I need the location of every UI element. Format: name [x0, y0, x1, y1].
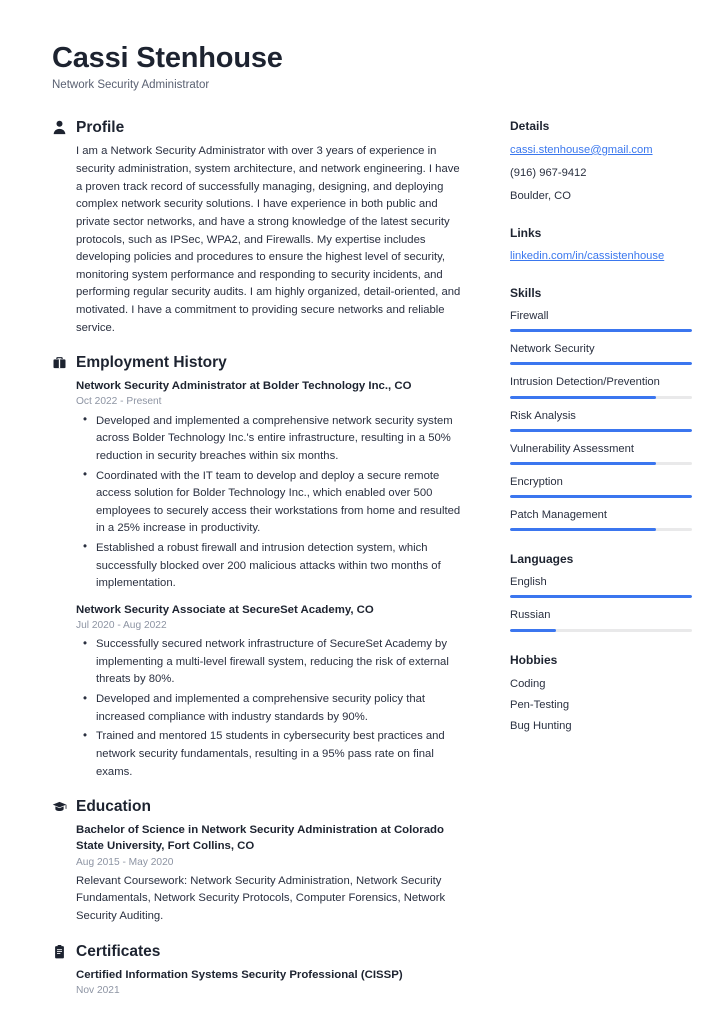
sidebar-links	[510, 226, 692, 265]
employment-entry	[76, 602, 466, 781]
hobby-item: Pen-Testing	[510, 698, 570, 711]
section-education-header	[52, 798, 466, 815]
language-label: English	[510, 576, 547, 589]
certificate-entry-date: Nov 2021	[76, 984, 120, 996]
skill-label: Risk Analysis	[510, 409, 576, 422]
list-item: • Developed and implemented a comprehensive network security system across Bolder Technology Inc.'s entire infrastructure, resulting in a 50% reduction in security breaches within six months.	[94, 413, 466, 466]
section-profile-title: Profile	[76, 119, 125, 137]
section-certificates-body	[52, 967, 466, 998]
skill-bar-fill	[510, 462, 656, 465]
section-employment	[52, 354, 466, 781]
skill-label: Intrusion Detection/Prevention	[510, 376, 660, 389]
skill-bar-fill	[510, 396, 656, 399]
skill-item	[510, 409, 692, 432]
skill-label: Patch Management	[510, 508, 608, 521]
list-item: • Trained and mentored 15 students in cybersecurity best practices and network security fundamentals, resulting in a 95% pass rate on final exams.	[94, 728, 466, 781]
skill-bar-track	[510, 429, 692, 432]
education-entry-date: Aug 2015 - May 2020	[76, 856, 174, 868]
linkedin-link[interactable]: linkedin.com/in/cassistenhouse	[510, 249, 665, 262]
certificate-entry	[76, 967, 466, 998]
sidebar-languages	[510, 552, 692, 632]
language-bar-track	[510, 629, 692, 632]
skill-bar-fill	[510, 329, 692, 332]
skill-bar-track	[510, 462, 692, 465]
phone-text: (916) 967-9412	[510, 166, 587, 179]
section-profile-body	[52, 143, 466, 337]
section-education	[52, 798, 466, 926]
sidebar-hobbies	[510, 653, 692, 735]
sidebar-column	[510, 119, 692, 756]
skill-bar-fill	[510, 528, 656, 531]
graduation-cap-icon	[52, 799, 67, 814]
employment-entry-bullets	[76, 636, 466, 781]
skill-item	[510, 309, 692, 332]
section-employment-body	[52, 378, 466, 781]
location-text: Boulder, CO	[510, 189, 571, 202]
education-entry	[76, 822, 466, 925]
skill-bar-track	[510, 329, 692, 332]
employment-entry-bullets	[76, 413, 466, 593]
section-education-body	[52, 822, 466, 925]
skill-item	[510, 475, 692, 498]
section-employment-title: Employment History	[76, 354, 227, 372]
section-certificates-header	[52, 943, 466, 960]
skill-item	[510, 442, 692, 465]
email-link[interactable]: cassi.stenhouse@gmail.com	[510, 143, 653, 156]
skill-item	[510, 375, 692, 398]
skill-bar-fill	[510, 495, 692, 498]
candidate-name: Cassi Stenhouse	[52, 42, 283, 74]
section-profile	[52, 119, 466, 337]
list-item: • Developed and implemented a comprehensive security policy that increased compliance with industry standards by 90%.	[94, 691, 466, 726]
sidebar-links-title: Links	[510, 225, 542, 240]
skill-label: Firewall	[510, 310, 549, 323]
certificate-entry-title: Certified Information Systems Security Professional (CISSP)	[76, 968, 403, 981]
language-label: Russian	[510, 609, 551, 622]
skill-label: Encryption	[510, 475, 563, 488]
section-certificates-title: Certificates	[76, 942, 161, 960]
skill-item	[510, 342, 692, 365]
employment-entry-title: Network Security Administrator at Bolder Technology Inc., CO	[76, 380, 412, 393]
language-bar-track	[510, 595, 692, 598]
sidebar-skills-title: Skills	[510, 285, 542, 300]
briefcase-icon	[52, 355, 67, 370]
education-entry-description: Relevant Coursework: Network Security Administration, Network Security Fundamentals, Network Security Protocols, Computer Forensics, Network Security Auditing.	[76, 874, 446, 923]
employment-entry-date: Jul 2020 - Aug 2022	[76, 619, 167, 631]
skill-bar-track	[510, 362, 692, 365]
sidebar-skills	[510, 286, 692, 531]
skill-bar-fill	[510, 429, 692, 432]
language-item	[510, 575, 692, 598]
section-employment-header	[52, 354, 466, 371]
sidebar-details-title: Details	[510, 119, 550, 134]
language-item	[510, 608, 692, 631]
language-bar-fill	[510, 629, 556, 632]
skill-item	[510, 508, 692, 531]
list-item: • Established a robust firewall and intrusion detection system, which successfully blocked over 200 malicious attacks within two months of implementation.	[94, 540, 466, 593]
skill-label: Network Security	[510, 343, 595, 356]
education-entry-title: Bachelor of Science in Network Security Administration at Colorado State University, Fort Collins, CO	[76, 824, 444, 853]
list-item: • Successfully secured network infrastructure of SecureSet Academy by implementing a multi-level firewall system, reducing the risk of external threats by 80%.	[94, 636, 466, 689]
skill-bar-fill	[510, 362, 692, 365]
employment-entry-title: Network Security Associate at SecureSet Academy, CO	[76, 603, 374, 616]
sidebar-languages-title: Languages	[510, 551, 574, 566]
skill-bar-track	[510, 528, 692, 531]
profile-text: I am a Network Security Administrator with over 3 years of experience in security administration, system architecture, and network engineering. I have a proven track record of successfully managing, designing, and deploying complex network security solutions. I have experience in both public and private sector networks, and have a strong knowledge of the latest security protocols, such as IPSec, WPA2, and Firewalls. My expertise includes developing policies and procedures to ensure the highest level of security, monitoring system performance and responding to security incidents, and performing regular security audits. I am highly organized, detail-oriented, and motivated. I have a commitment to providing secure networks and reliable service.	[76, 145, 461, 334]
resume-body	[52, 119, 676, 1015]
resume-header	[52, 42, 676, 93]
employment-entry-date: Oct 2022 - Present	[76, 396, 162, 408]
skill-bar-track	[510, 495, 692, 498]
sidebar-hobbies-title: Hobbies	[510, 652, 558, 667]
hobby-item: Bug Hunting	[510, 720, 572, 732]
hobby-item: Coding	[510, 677, 546, 690]
employment-entry	[76, 378, 466, 593]
candidate-job-title: Network Security Administrator	[52, 79, 210, 92]
skill-label: Vulnerability Assessment	[510, 442, 634, 455]
language-bar-fill	[510, 595, 692, 598]
section-profile-header	[52, 119, 466, 136]
list-item: • Coordinated with the IT team to develop and deploy a secure remote access solution for Bolder Technology Inc., which enabled over 500 employees to securely access their workstations from home and resulted in a 25% increase in productivity.	[94, 468, 466, 538]
section-certificates	[52, 943, 466, 999]
clipboard-icon	[52, 944, 67, 959]
section-education-title: Education	[76, 798, 151, 816]
person-icon	[52, 120, 67, 135]
main-column	[52, 119, 466, 1015]
skill-bar-track	[510, 396, 692, 399]
sidebar-details	[510, 119, 692, 204]
